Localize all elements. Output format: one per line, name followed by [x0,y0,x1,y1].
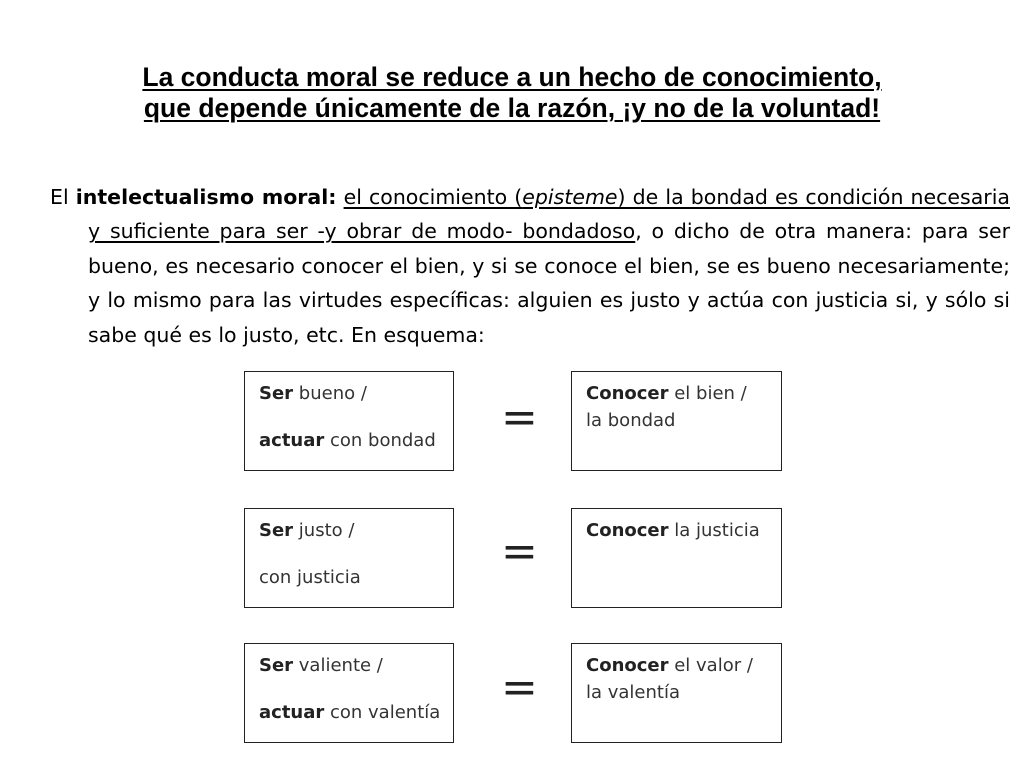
schema-box-line [259,383,367,404]
schema-box-conocer-valor [571,643,782,743]
schema-box-conocer-justicia [571,508,782,608]
schema-box-line [259,702,440,723]
schema-box-line [259,520,354,541]
schema-box-line: la valentía [586,682,681,703]
schema-text: el valor / [668,655,753,676]
schema-box-ser-bueno [244,371,454,471]
schema-bold-word: actuar [259,430,325,451]
schema-box-line [586,655,753,676]
schema-box-ser-justo [244,508,454,608]
schema-bold-word: Conocer [586,520,669,541]
schema-box-line [259,655,383,676]
schema-text: la justicia [668,520,760,541]
paragraph-episteme: episteme [522,185,618,209]
schema-text: con valentía [324,702,441,723]
schema-box-line [586,383,747,404]
equals-sign: = [501,526,538,577]
schema-bold-word: Ser [259,655,294,676]
schema-text: valiente / [293,655,383,676]
title-line-1: La conducta moral se reduce a un hecho de conocimiento, [142,62,882,92]
schema-text: justo / [293,520,355,541]
schema-box-line [586,520,760,541]
schema-bold-word: Conocer [586,383,669,404]
paragraph-rest: , o dicho de otra manera: para ser bueno, es necesario conocer el bien, y si se conoce el bien, se es bueno necesariamente; y lo mismo para las virtudes específicas: alguien es justo y actúa con justicia si, y sólo si sabe qué es lo justo, etc. En esquema: [88,219,1011,347]
schema-text: con bondad [324,430,436,451]
paragraph-space [336,185,343,209]
schema-box-line [259,430,436,451]
paragraph-term: intelectualismo moral: [75,185,337,209]
paragraph-lead: El [50,185,76,209]
equals-sign: = [501,392,538,443]
schema-box-ser-valiente [244,643,454,743]
schema-box-line: con justicia [259,567,361,588]
schema-bold-word: Ser [259,520,294,541]
schema-bold-word: Conocer [586,655,669,676]
paragraph-underlined-part-2: ) de la bondad es condición necesaria y suficiente para ser -y obrar de modo- bondadoso [88,185,1010,244]
schema-box-line: la bondad [586,410,676,431]
equals-sign: = [501,662,538,713]
schema-text: el bien / [668,383,747,404]
slide-title [40,62,984,124]
title-line-2: que depende únicamente de la razón, ¡y no de la voluntad! [143,93,881,123]
paragraph-underlined-part-1: el conocimiento ( [343,185,523,209]
definition-paragraph [50,180,1010,352]
schema-text: bueno / [293,383,367,404]
schema-box-conocer-bien [571,371,782,471]
schema-bold-word: Ser [259,383,294,404]
schema-bold-word: actuar [259,702,325,723]
